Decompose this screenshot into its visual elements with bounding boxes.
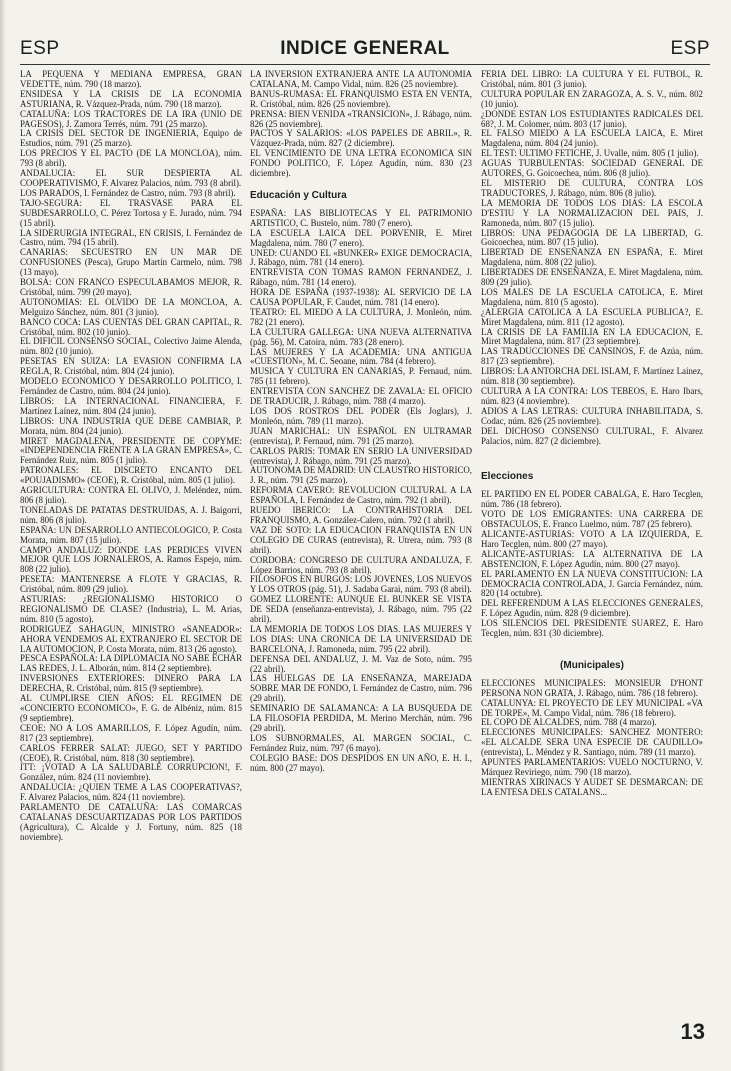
- index-entry: EL COPO DE ALCALDES, núm. 788 (4 marzo).: [481, 717, 657, 728]
- index-entry: LIBROS: UNA PEDAGOGIA DE LA LIBERTAD, G. Goicoechea, núm. 807 (15 julio).: [481, 227, 703, 248]
- index-entry: ENTREVISTA CON SANCHEZ DE ZAVALA: EL OFICIO DE TRADUCIR, J. Rábago, núm. 788 (4 marzo).: [250, 386, 472, 407]
- index-entry: LA MEMORIA DE TODOS LOS DIAS. LAS MUJERES Y LOS DIAS: UNA CRONICA DE LA UNIVERSIDAD DE BARCELONA, J. Ramoneda, núm. 795 (22 abril).: [250, 623, 472, 654]
- index-entry: DEFENSA DEL ANDALUZ, J. M. Vaz de Soto, núm. 795 (22 abril).: [250, 653, 472, 674]
- index-entry: ANDALUCIA: EL SUR DESPIERTA AL COOPERATIVISMO, F. Alvarez Palacios, núm. 793 (8 abril).: [20, 168, 242, 188]
- index-entry: LA CULTURA GALLEGA: UNA NUEVA ALTERNATIVA (pág. 56), M. Catoira, núm. 783 (28 enero).: [250, 326, 472, 347]
- index-entry: AGUAS TURBULENTAS: SOCIEDAD GENERAL DE AUTORES, G. Goicoechea, núm. 806 (8 julio).: [481, 158, 703, 179]
- index-entry: ALICANTE-ASTURIAS: LA ALTERNATIVA DE LA ABSTENCION, F. López Agudín, núm. 800 (27 mayo).: [481, 548, 703, 569]
- index-entry: ¿ALERGIA CATOLICA A LA ESCUELA PUBLICA?, E. Miret Magdalena, núm. 811 (12 agosto).: [481, 306, 703, 327]
- index-entry: LOS PARADOS, I. Fernández de Castro, núm. 793 (8 abril).: [20, 187, 236, 198]
- column-3: [481, 70, 703, 1020]
- index-entry: TEATRO: EL MIEDO A LA CULTURA, J. Monleón, núm. 782 (21 enero).: [250, 306, 472, 327]
- index-entry: CATALUNYA: EL PROYECTO DE LEY MUNICIPAL «VA DE TORPE», M. Campo Vidal, núm. 786 (18 febrero).: [481, 697, 703, 718]
- index-entry: LA MEMORIA DE TODOS LOS DIAS: LA ESCOLA D'ESTIU Y LA NORMALIZACION DEL PAIS, J. Ramoneda, núm. 807 (15 julio).: [481, 197, 703, 228]
- index-entry: MIENTRAS XIRINACS Y AUDET SE DESMARCAN: DE LA ENTESA DELS CATALANS...: [481, 776, 703, 797]
- index-entry: EL FALSO MIEDO A LA ESCUELA LAICA, E. Miret Magdalena, núm. 804 (24 junio).: [481, 128, 703, 149]
- index-entry: PARLAMENTO DE CATALUÑA: LAS COMARCAS CATALANAS DESCUARTIZADAS POR LOS PARTIDOS (Agricultura), C. Alcalde y J. Fortuny, núm. 825 (18 noviembre).: [20, 802, 242, 842]
- index-entry: ASTURIAS: ¿REGIONALISMO HISTORICO O REGIONALISMO DE CLASE? (Industria), L. M. Arias, núm. 810 (5 agosto).: [20, 594, 242, 624]
- index-entry: UNED: CUANDO EL «BUNKER» EXIGE DEMOCRACIA, J. Rábago, núm. 781 (14 enero).: [250, 247, 472, 268]
- index-entry: LAS MUJERES Y LA ACADEMIA: UNA ANTIGUA «CUESTION», M. C. Seoane, núm. 784 (4 febrero).: [250, 346, 472, 367]
- header-rule: [20, 64, 710, 65]
- index-entry: ANDALUCIA: ¿QUIEN TEME A LAS COOPERATIVAS?, F. Alvarez Palacios, núm. 824 (11 noviembre).: [20, 782, 242, 803]
- index-entry: BANCO COCA: LAS CUENTAS DEL GRAN CAPITAL, R. Cristóbal, núm. 802 (10 junio).: [20, 316, 242, 337]
- index-entry: CARLOS PARIS: TOMAR EN SERIO LA UNIVERSIDAD (entrevista), J. Rábago, núm. 791 (25 marzo).: [250, 445, 472, 466]
- column-1: [20, 70, 242, 1020]
- index-entry: LA SIDERURGIA INTEGRAL, EN CRISIS, I. Fernández de Castro, núm. 794 (15 abril).: [20, 227, 242, 248]
- education-list-continued: [481, 70, 703, 446]
- index-entry: SEMINARIO DE SALAMANCA: A LA BUSQUEDA DE LA FILOSOFIA PERDIDA, M. Merino Merchán, núm. 796 (29 abril).: [250, 703, 472, 733]
- index-entry: VOTO DE LOS EMIGRANTES: UNA CARRERA DE OBSTACULOS, E. Franco Luelmo, núm. 787 (25 febrero).: [481, 509, 703, 530]
- page-title: INDICE GENERAL: [280, 38, 450, 59]
- index-entry: APUNTES PARLAMENTARIOS: VUELO NOCTURNO, V. Márquez Reviriego, núm. 790 (18 marzo).: [481, 757, 703, 777]
- index-entry: LIBROS: LA ANTORCHA DEL ISLAM, F. Martínez Laínez, núm. 818 (30 septiembre).: [481, 366, 703, 387]
- section-heading-municipales: (Municipales): [560, 659, 624, 671]
- index-entry: ELECCIONES MUNICIPALES: MONSIEUR D'HONT PERSONA NON GRATA, J. Rábago, núm. 786 (18 febrero).: [481, 677, 703, 698]
- index-entry: CAMPO ANDALUZ: DONDE LAS PERDICES VIVEN MEJOR QUE LOS JORNALEROS, A. Ramos Espejo, núm. 808 (22 julio).: [20, 544, 242, 575]
- index-entry: LA CRISIS DE LA FAMILIA EN LA EDUCACION, E. Miret Magdalena, núm. 817 (23 septiembre).: [481, 326, 703, 347]
- index-entry: ¿DONDE ESTAN LOS ESTUDIANTES RADICALES DEL 68?, J. M. Colomer, núm. 803 (17 junio).: [481, 108, 703, 129]
- elections-list: [481, 490, 703, 639]
- index-entry: CEOE: NO A LOS AMARILLOS, F. López Agudín, núm. 817 (23 septiembre).: [20, 722, 242, 743]
- index-entry: LOS SUBNORMALES, AL MARGEN SOCIAL, C. Fernández Ruiz, núm. 797 (6 mayo).: [250, 732, 472, 753]
- index-entry: LA CRISIS DEL SECTOR DE INGENIERIA, Equipo de Estudios, núm. 791 (25 marzo).: [20, 128, 242, 149]
- index-entry: EL PARLAMENTO EN LA NUEVA CONSTITUCION: LA DEMOCRACIA CONTROLADA, J. García Fernández, núm. 820 (14 octubre).: [481, 568, 703, 599]
- index-entry: PATRONALES: EL DISCRETO ENCANTO DEL «POUJADISMO» (CEOE), R. Cristóbal, núm. 805 (1 julio).: [20, 465, 242, 486]
- index-entry: DEL DICHOSO CONSENSO CULTURAL, F. Alvarez Palacios, núm. 827 (2 diciembre).: [481, 425, 703, 446]
- index-entry: TONELADAS DE PATATAS DESTRUIDAS, A. J. Baigorri, núm. 806 (8 julio).: [20, 504, 242, 525]
- index-entry: TAJO-SEGURA: EL TRASVASE PARA EL SUBDESARROLLO, C. Pérez Tortosa y E. Jurado, núm. 794 (15 abril).: [20, 197, 242, 228]
- header-right-code: ESP: [670, 38, 710, 59]
- education-list: [250, 209, 472, 774]
- index-entry: MODELO ECONOMICO Y DESARROLLO POLITICO, I. Fernández de Castro, núm. 804 (24 junio).: [20, 376, 242, 396]
- index-entry: EL PARTIDO EN EL PODER CABALGA, E. Haro Tecglen, núm. 786 (18 febrero).: [481, 489, 703, 510]
- index-entry: LA ESCUELA LAICA DEL PORVENIR, E. Miret Magdalena, núm. 780 (7 enero).: [250, 227, 472, 248]
- index-entry: HORA DE ESPAÑA (1937-1938): AL SERVICIO DE LA CAUSA POPULAR, F. Caudet, núm. 781 (14 enero).: [250, 287, 472, 308]
- index-entry: LOS DOS ROSTROS DEL PODER (Els Joglars), J. Monleón, núm. 789 (11 marzo).: [250, 406, 472, 426]
- index-entry: PESCA ESPAÑOLA: LA DIPLOMACIA NO SABE ECHAR LAS REDES, J. L. Alborán, núm. 814 (2 septiembre).: [20, 653, 242, 674]
- index-entry: BOLSA: CON FRANCO ESPECULABAMOS MEJOR, R. Cristóbal, núm. 799 (20 mayo).: [20, 277, 242, 297]
- index-entry: CARLOS FERRER SALAT: JUEGO, SET Y PARTIDO (CEOE), R. Cristóbal, núm. 818 (30 septiembre).: [20, 742, 242, 763]
- index-entry: ELECCIONES MUNICIPALES: SANCHEZ MONTERO: «EL ALCALDE SERA UNA ESPECIE DE CAUDILLO» (entrevista), L. Méndez y R. Santiago, núm. 789 (11 marzo).: [481, 727, 703, 758]
- index-entry: LAS TRADUCCIONES DE CANSINOS, F. de Azúa, núm. 817 (23 septiembre).: [481, 346, 703, 367]
- index-entry: LIBERTADES DE ENSEÑANZA, E. Miret Magdalena, núm. 809 (29 julio).: [481, 267, 703, 288]
- index-entry: RODRIGUEZ SAHAGUN, MINISTRO «SANEADOR»: AHORA VENDEMOS AL EXTRANJERO EL SECTOR DE LA AUTOMOCION, P. Costa Morata, núm. 813 (26 agosto).: [20, 623, 242, 654]
- index-entry: PESETA: MANTENERSE A FLOTE Y GRACIAS, R. Cristóbal, núm. 809 (29 julio).: [20, 574, 242, 595]
- index-entry: INVERSIONES EXTERIORES: DINERO PARA LA DERECHA, R. Cristóbal, núm. 815 (9 septiembre).: [20, 673, 242, 694]
- index-entry: LOS SILENCIOS DEL PRESIDENTE SUAREZ, E. Haro Tecglen, núm. 831 (30 diciembre).: [481, 618, 703, 639]
- index-entry: MIRET MAGDALENA, PRESIDENTE DE COPYME: «INDEPENDENCIA FRENTE A LA GRAN EMPRESA», C. Fernández Ruiz, núm. 805 (1 julio).: [20, 435, 242, 466]
- index-entry: VAZ DE SOTO: LA EDUCACION FRANQUISTA EN UN COLEGIO DE CURAS (entrevista), R. Utrera, núm. 793 (8 abril).: [250, 524, 472, 555]
- index-entry: ENTREVISTA CON TOMAS RAMON FERNANDEZ, J. Rábago, núm. 781 (14 enero).: [250, 267, 472, 288]
- index-entry: REFORMA CAVERO: REVOLUCION CULTURAL A LA ESPAÑOLA, I. Fernández de Castro, núm. 792 (1 abril).: [250, 485, 472, 506]
- economy-continued-list: [250, 70, 472, 179]
- index-entry: JUAN MARICHAL: UN ESPAÑOL EN ULTRAMAR (entrevista), P. Fernaud, núm. 791 (25 marzo).: [250, 425, 472, 446]
- index-entry: EL MISTERIO DE CULTURA, CONTRA LOS TRADUCTORES, J. Rábago, núm. 806 (8 julio).: [481, 177, 703, 198]
- index-entry: AUTONOMIAS: EL OLVIDO DE LA MONCLOA, A. Melguizo Sánchez, núm. 801 (3 junio).: [20, 296, 242, 317]
- section-heading-education: Educación y Cultura: [250, 189, 347, 201]
- index-entry: LAS HUELGAS DE LA ENSEÑANZA, MAREJADA SOBRE MAR DE FONDO, I. Fernández de Castro, núm. 796 (29 abril).: [250, 673, 472, 704]
- index-entry: AL CUMPLIRSE CIEN AÑOS: EL REGIMEN DE «CONCIERTO ECONOMICO», F. G. de Albéniz, núm. 815 (9 septiembre).: [20, 693, 242, 723]
- index-entry: LA PEQUEÑA Y MEDIANA EMPRESA, GRAN VEDETTE, núm. 790 (18 marzo).: [20, 70, 242, 89]
- index-entry: LIBROS: UNA INDUSTRIA QUE DEBE CAMBIAR, P. Morata, núm. 804 (24 junio).: [20, 415, 242, 436]
- index-entry: CANARIAS: SECUESTRO EN UN MAR DE CONFUSIONES (Pesca), Grupo Martín Carmelo, núm. 798 (13 mayo).: [20, 247, 242, 278]
- index-entry: MUSICA Y CULTURA EN CANARIAS, P. Fernaud, núm. 785 (11 febrero).: [250, 366, 472, 387]
- index-entry: EL VENCIMIENTO DE UNA LETRA ECONOMICA SIN FONDO POLITICO, F. López Agudín, núm. 830 (23 diciembre).: [250, 148, 472, 179]
- index-entry: ADIOS A LAS LETRAS: CULTURA INHABILITADA, S. Codac, núm. 826 (25 noviembre).: [481, 405, 703, 426]
- index-entry: LIBERTAD DE ENSEÑANZA EN ESPAÑA, E. Miret Magdalena, núm. 808 (22 julio).: [481, 247, 703, 268]
- page-number: 13: [680, 1019, 705, 1044]
- index-entry: ALICANTE-ASTURIAS: VOTO A LA IZQUIERDA, E. Haro Tecglen, núm. 800 (27 mayo).: [481, 528, 703, 549]
- index-entry: CULTURA A LA CONTRA: LOS TEBEOS, E. Haro Ibars, núm. 823 (4 noviembre).: [481, 386, 703, 406]
- header-left-code: ESP: [20, 38, 60, 59]
- index-entry: PRENSA: BIEN VENIDA «TRANSICION», J. Rábago, núm. 826 (25 noviembre).: [250, 108, 472, 129]
- index-entry: EL DIFICIL CONSENSO SOCIAL, Colectivo Jaime Alenda, núm. 802 (10 junio).: [20, 336, 242, 357]
- column-2: [250, 70, 472, 1020]
- index-entry: CORDOBA: CONGRESO DE CULTURA ANDALUZA, F. López Barrios, núm. 793 (8 abril).: [250, 554, 472, 575]
- index-entry: DEL REFERENDUM A LAS ELECCIONES GENERALES, F. López Agudín, núm. 828 (9 diciembre).: [481, 598, 703, 619]
- index-entry: LOS MALES DE LA ESCUELA CATOLICA, E. Miret Magdalena, núm. 810 (5 agosto).: [481, 286, 703, 307]
- index-entry: AUTONOMA DE MADRID: UN CLAUSTRO HISTORICO, J. R., núm. 791 (25 marzo).: [250, 465, 472, 486]
- page-header: [20, 36, 710, 66]
- index-entry: FERIA DEL LIBRO: LA CULTURA Y EL FUTBOL, R. Cristóbal, núm. 801 (3 junio).: [481, 70, 703, 89]
- index-entry: BANUS-RUMASA: EL FRANQUISMO ESTA EN VENTA, R. Cristóbal, núm. 826 (25 noviembre).: [250, 88, 472, 109]
- index-entry: CULTURA POPULAR EN ZARAGOZA, A. S. V., núm. 802 (10 junio).: [481, 88, 703, 109]
- index-entry: GOMEZ LLORENTE: AUNQUE EL BUNKER SE VISTA DE SEDA (enseñanza-entrevista), J. Rábago, núm. 795 (22 abril).: [250, 594, 472, 625]
- municipales-list: [481, 679, 703, 798]
- index-entry: PACTOS Y SALARIOS: «LOS PAPELES DE ABRIL», R. Vázquez-Prada, núm. 827 (2 diciembre).: [250, 128, 472, 149]
- index-entry: CATALUÑA: LOS TRACTORES DE LA IRA (UNIO DE PAGESOS), J. Zamora Terrés, núm. 791 (25 marzo).: [20, 108, 242, 129]
- index-entry: RUEDO IBERICO: LA CONTRAHISTORIA DEL FRANQUISMO, A. González-Calero, núm. 792 (1 abril).: [250, 505, 472, 525]
- index-entry: EL TEST: ULTIMO FETICHE, J. Uvalle, núm. 805 (1 julio).: [481, 148, 699, 159]
- index-entry: LIBROS: LA INTERNACIONAL FINANCIERA, F. Martínez Laínez, núm. 804 (24 junio).: [20, 395, 242, 416]
- index-entry: COLEGIO BASE: DOS DESPIDOS EN UN AÑO, E. H. I., núm. 800 (27 mayo).: [250, 752, 472, 773]
- index-entry: ESPAÑA: UN DESARROLLO ANTIECOLOGICO, P. Costa Morata, núm. 807 (15 julio).: [20, 524, 242, 545]
- index-entry: AGRICULTURA: CONTRA EL OLIVO, J. Meléndez, núm. 806 (8 julio).: [20, 485, 242, 505]
- index-entry: ENSIDESA Y LA CRISIS DE LA ECONOMIA ASTURIANA, R. Vázquez-Prada, núm. 790 (18 marzo).: [20, 88, 242, 109]
- index-entry: ITT: ¡VOTAD A LA SALUDABLE CORRUPCION!, F. González, núm. 824 (11 noviembre).: [20, 762, 242, 783]
- section-heading-elections: Elecciones: [481, 471, 534, 483]
- index-entry: LA INVERSION EXTRANJERA ANTE LA AUTONOMIA CATALANA, M. Campo Vidal, núm. 826 (25 noviembre).: [250, 70, 472, 89]
- index-entry: ESPAÑA: LAS BIBLIOTECAS Y EL PATRIMONIO ARTISTICO, C. Bustelo, núm. 780 (7 enero).: [250, 207, 472, 228]
- index-entry: FILOSOFOS EN BURGOS: LOS JOVENES, LOS NUEVOS Y LOS OTROS (pág. 51), J. Sadaba Garai, núm. 793 (8 abril).: [250, 574, 472, 595]
- index-entry: PESETAS EN SUIZA: LA EVASION CONFIRMA LA REGLA, R. Cristóbal, núm. 804 (24 junio).: [20, 356, 242, 377]
- page-edge-shadow: [0, 0, 6, 1071]
- index-entry: LOS PRECIOS Y EL PACTO (DE LA MONCLOA), núm. 793 (8 abril).: [20, 148, 242, 169]
